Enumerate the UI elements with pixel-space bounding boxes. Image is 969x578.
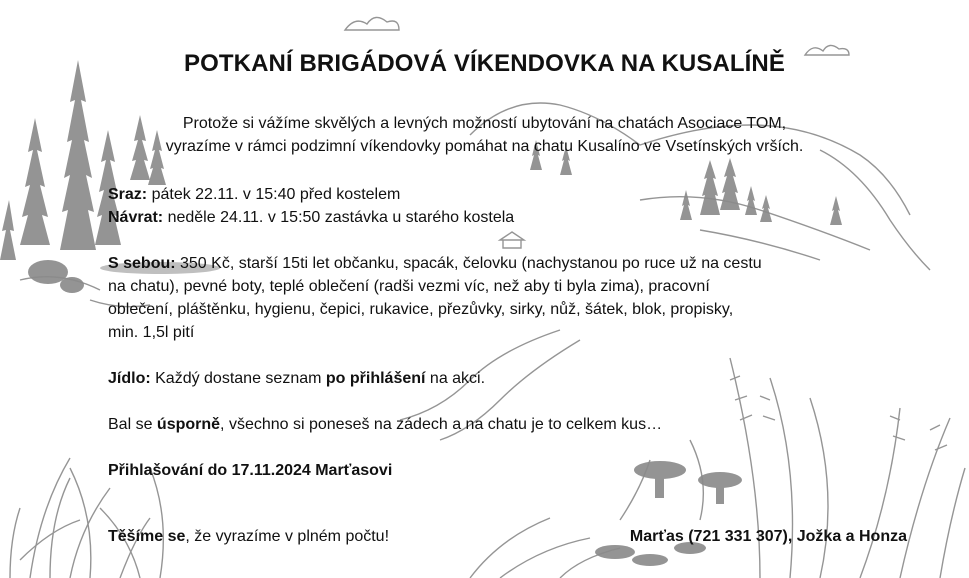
jidlo-line (108, 367, 888, 390)
signature: Marťas (721 331 307), Jožka a Honza (629, 528, 907, 545)
sraz-label: Sraz: (108, 186, 148, 203)
sebou-label: S sebou: (108, 255, 176, 272)
jidlo-bold: po přihlášení (325, 370, 426, 387)
bal-line (108, 413, 888, 436)
intro-paragraph (60, 112, 909, 158)
footer-text: , že vyrazíme v plném počtu! (185, 528, 390, 545)
sebou-line-4: min. 1,5l pití (108, 324, 195, 341)
footer-bold: Těšíme se (108, 528, 186, 545)
navrat-label: Návrat: (108, 209, 164, 226)
sebou-text-1: 350 Kč, starší 15ti let občanku, spacák, čelovku (nachystanou po ruce už na cestu (175, 255, 762, 272)
sraz-text: pátek 22.11. v 15:40 před kostelem (147, 186, 401, 203)
prihlasovani-line (108, 459, 888, 482)
page-title: POTKANÍ BRIGÁDOVÁ VÍKENDOVKA NA KUSALÍNĚ (184, 50, 785, 77)
bal-bold: úsporně (156, 416, 221, 433)
jidlo-label: Jídlo: (108, 370, 151, 387)
jidlo-text-2: na akci. (425, 370, 486, 387)
prihlasovani-text: Přihlašování do 17.11.2024 Marťasovi (108, 462, 393, 479)
sraz-line (108, 183, 888, 206)
navrat-text: neděle 24.11. v 15:50 zastávka u starého kostela (163, 209, 515, 226)
jidlo-text-1: Každý dostane seznam (150, 370, 326, 387)
sebou-line-2: na chatu), pevné boty, teplé oblečení (radši vezmi víc, než aby ti byla zima), pracovní (108, 278, 710, 295)
sebou-line-1 (108, 252, 888, 275)
bal-text-2: , všechno si poneseš na zádech a na chatu je to celkem kus… (220, 416, 663, 433)
bal-text-1: Bal se (108, 416, 157, 433)
details-section (108, 183, 888, 482)
sebou-line-3: oblečení, pláštěnku, hygienu, čepici, rukavice, přezůvky, sirky, nůž, šátek, blok, propisky, (108, 301, 734, 318)
intro-line-2: vyrazíme v rámci podzimní víkendovky pomáhat na chatu Kusalíno ve Vsetínských vrších. (165, 138, 804, 155)
intro-line-1: Protože si vážíme skvělých a levných možností ubytování na chatách Asociace TOM, (182, 115, 787, 132)
navrat-line (108, 206, 888, 229)
